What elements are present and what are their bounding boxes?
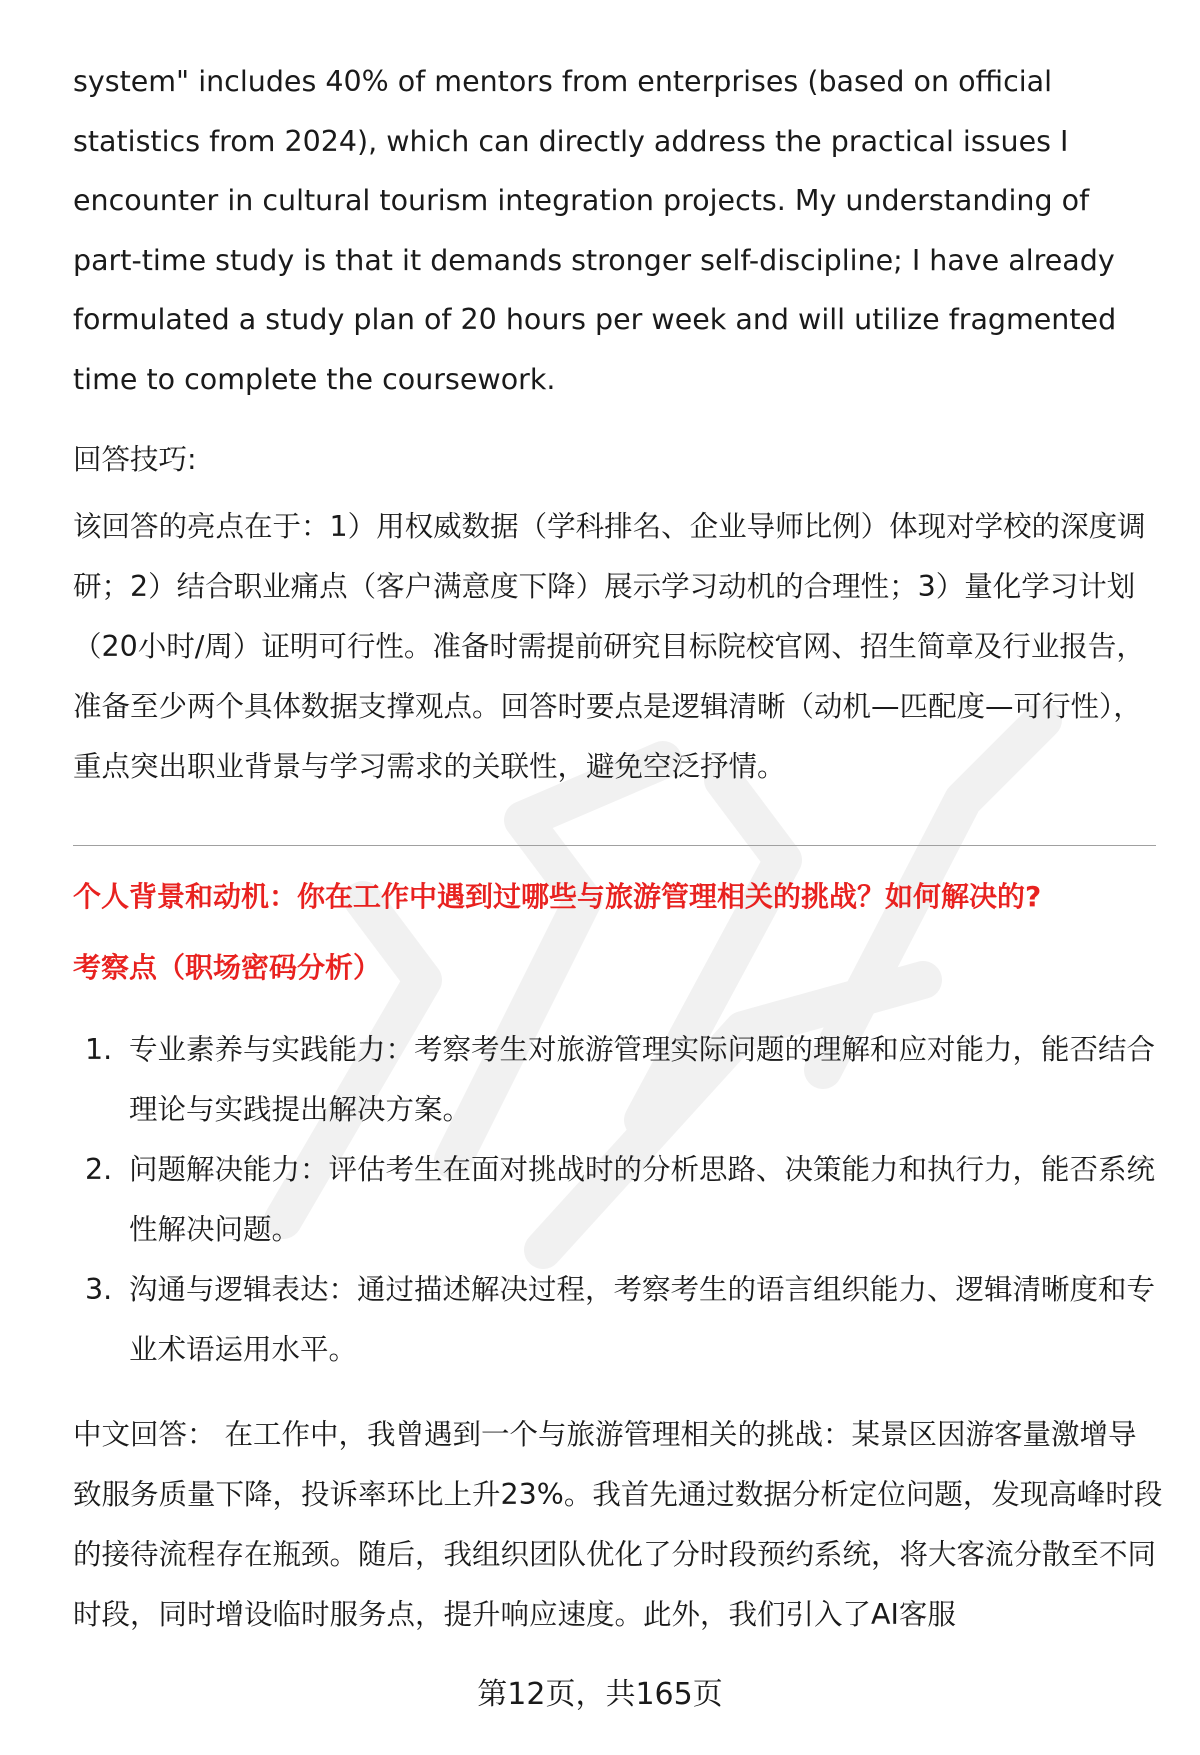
list-item-number: 2. — [85, 1153, 113, 1186]
list-item-text: 问题解决能力：评估考生在面对挑战时的分析思路、决策能力和执行力，能否系统性解决问题。 — [129, 1153, 1156, 1246]
section-divider — [73, 845, 1156, 846]
focus-list — [73, 1020, 1163, 1380]
list-item-number: 1. — [85, 1033, 113, 1066]
list-item-number: 3. — [85, 1273, 113, 1306]
tips-label: 回答技巧: — [73, 443, 197, 476]
page-number-footer: 第12页，共165页 — [477, 1677, 723, 1712]
question-heading: 个人背景和动机：你在工作中遇到过哪些与旅游管理相关的挑战？如何解决的? — [73, 880, 1042, 913]
list-item-text: 沟通与逻辑表达：通过描述解决过程，考察考生的语言组织能力、逻辑清晰度和专业术语运用水平。 — [129, 1273, 1156, 1366]
document-page — [73, 0, 1163, 1755]
focus-title: 考察点（职场密码分析） — [73, 951, 382, 984]
chinese-answer-paragraph: 中文回答： 在工作中，我曾遇到一个与旅游管理相关的挑战：某景区因游客量激增导致服务质量下降，投诉率环比上升23%。我首先通过数据分析定位问题，发现高峰时段的接待流程存在瓶颈。随后，我组织团队优化了分时段预约系统，将大客流分散至不同时段，同时增设临时服务点，提升响应速度。此外，我们引入了AI客服 — [73, 1418, 1163, 1631]
tips-text: 该回答的亮点在于：1）用权威数据（学科排名、企业导师比例）体现对学校的深度调研；2）结合职业痛点（客户满意度下降）展示学习动机的合理性；3）量化学习计划（20小时/周）证明可行性。准备时需提前研究目标院校官网、招生简章及行业报告，准备至少两个具体数据支撑观点。回答时要点是逻辑清晰（动机—匹配度—可行性），重点突出职业背景与学习需求的关联性，避免空泛抒情。 — [73, 510, 1146, 783]
list-item — [73, 1140, 1163, 1260]
english-answer-paragraph: system" includes 40% of mentors from enterprises (based on official statistics from 2024), which can directly address the practical issues I encounter in cultural tourism integration projects. My understanding of part-time study is that it demands stronger self-discipline; I have already formulated a study plan of 20 hours per week and will utilize fragmented time to complete the coursework. — [73, 65, 1117, 396]
list-item-text: 专业素养与实践能力：考察考生对旅游管理实际问题的理解和应对能力，能否结合理论与实践提出解决方案。 — [129, 1033, 1156, 1126]
list-item — [73, 1020, 1163, 1140]
list-item — [73, 1260, 1163, 1380]
